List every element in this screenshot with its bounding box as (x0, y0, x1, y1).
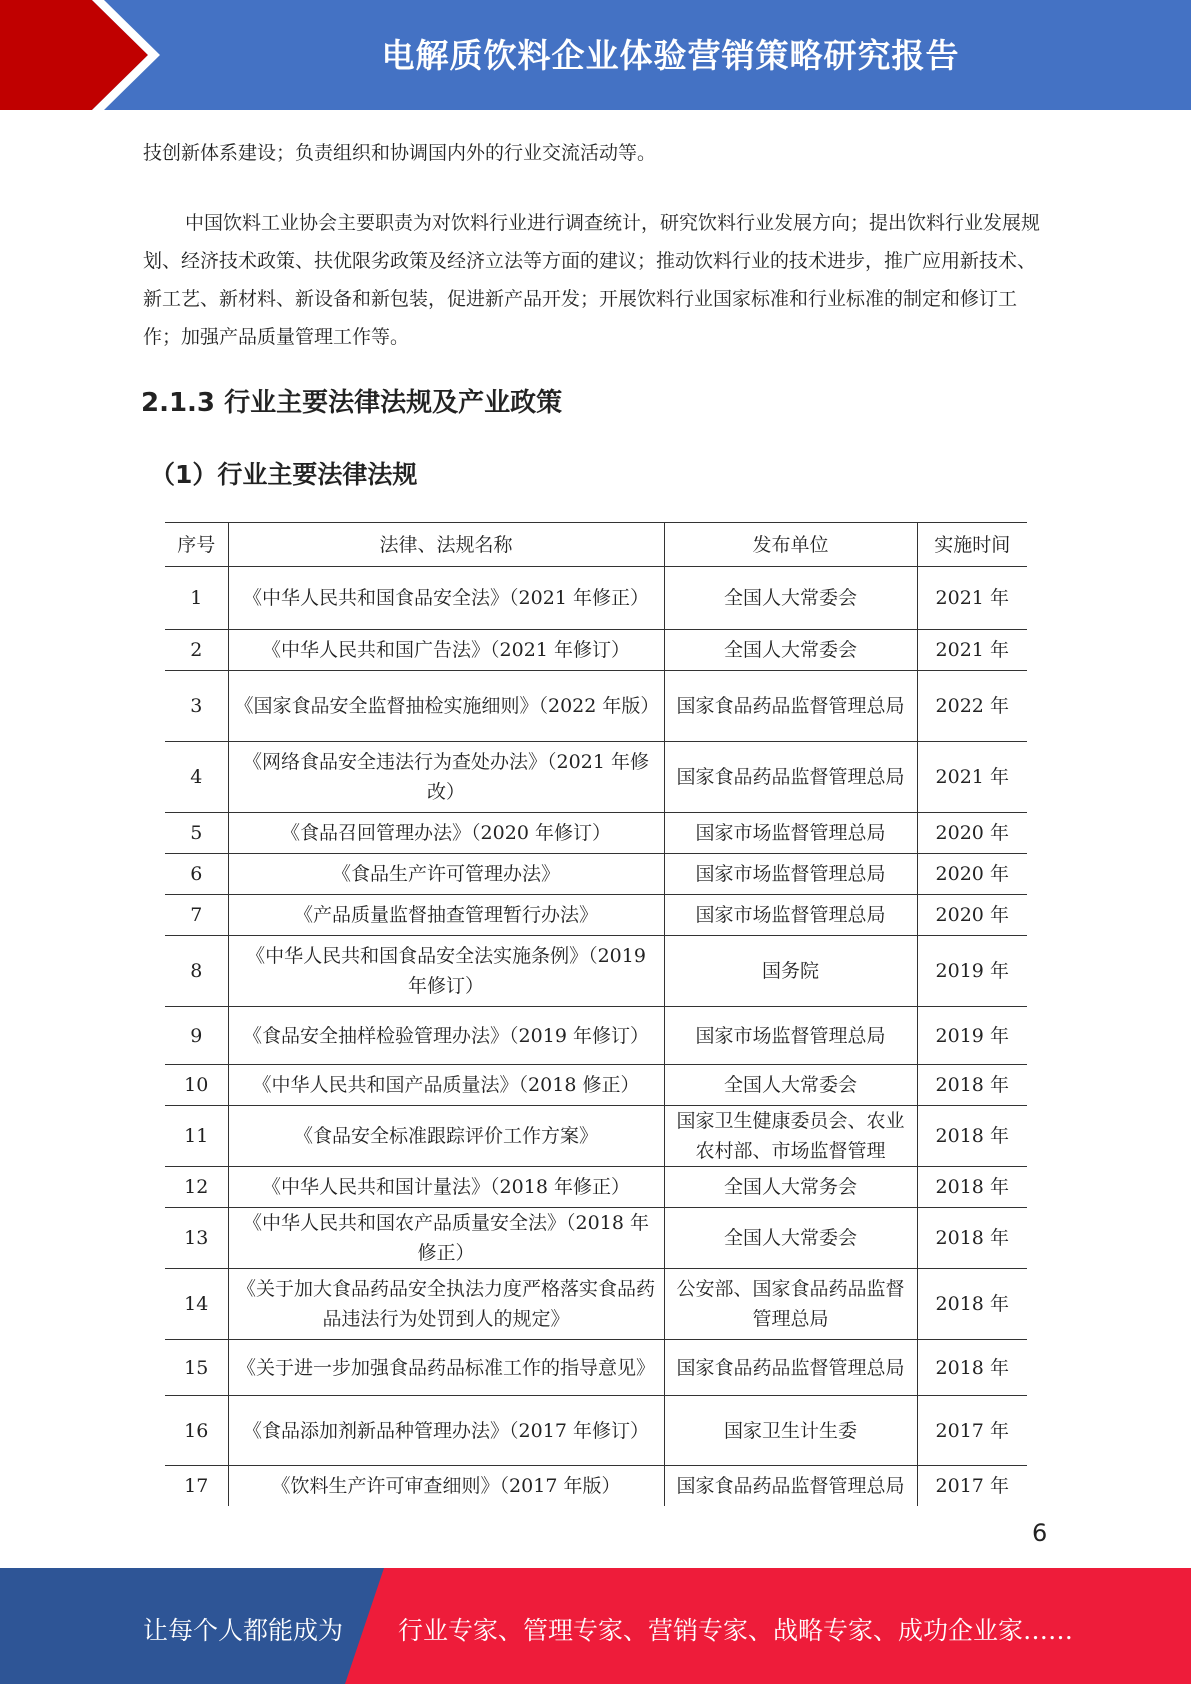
cell-date: 2018 年 (917, 1106, 1027, 1167)
cell-law-name: 《中华人民共和国广告法》（2021 年修订） (228, 630, 664, 671)
table-row (165, 1007, 1027, 1065)
cell-issuer: 全国人大常委会 (664, 1065, 917, 1106)
cell-issuer: 全国人大常委会 (664, 630, 917, 671)
cell-issuer: 国家食品药品监督管理总局 (664, 1466, 917, 1506)
cell-law-name: 《饮料生产许可审查细则》（2017 年版） (228, 1466, 664, 1506)
cell-date: 2019 年 (917, 936, 1027, 1007)
cell-index: 11 (165, 1106, 228, 1167)
cell-law-name: 《中华人民共和国食品安全法实施条例》（2019 年修订） (228, 936, 664, 1007)
table-row (165, 1269, 1027, 1340)
cell-date: 2022 年 (917, 671, 1027, 742)
cell-date: 2020 年 (917, 895, 1027, 936)
cell-law-name: 《中华人民共和国计量法》（2018 年修正） (228, 1167, 664, 1208)
table-row (165, 630, 1027, 671)
cell-index: 13 (165, 1208, 228, 1269)
cell-law-name: 《食品安全抽样检验管理办法》（2019 年修订） (228, 1007, 664, 1065)
cell-law-name: 《食品添加剂新品种管理办法》（2017 年修订） (228, 1396, 664, 1466)
cell-issuer: 国家市场监督管理总局 (664, 813, 917, 854)
table-row (165, 1340, 1027, 1396)
cell-date: 2018 年 (917, 1340, 1027, 1396)
table-row (165, 1167, 1027, 1208)
cell-date: 2021 年 (917, 630, 1027, 671)
col-header-index: 序号 (165, 523, 228, 567)
cell-issuer: 国家卫生健康委员会、农业农村部、市场监督管理 (664, 1106, 917, 1167)
table-row (165, 1106, 1027, 1167)
cell-issuer: 全国人大常委会 (664, 1208, 917, 1269)
table-row (165, 1466, 1027, 1506)
cell-date: 2019 年 (917, 1007, 1027, 1065)
table-row (165, 813, 1027, 854)
cell-index: 9 (165, 1007, 228, 1065)
cell-issuer: 国家市场监督管理总局 (664, 895, 917, 936)
cell-date: 2017 年 (917, 1466, 1027, 1506)
cell-law-name: 《中华人民共和国食品安全法》（2021 年修正） (228, 567, 664, 630)
cell-law-name: 《食品生产许可管理办法》 (228, 854, 664, 895)
laws-regulations-table (165, 522, 1027, 1506)
cell-index: 5 (165, 813, 228, 854)
table-row (165, 567, 1027, 630)
page-number: 6 (1032, 1519, 1048, 1547)
cell-law-name: 《关于进一步加强食品药品标准工作的指导意见》 (228, 1340, 664, 1396)
cell-law-name: 《食品安全标准跟踪评价工作方案》 (228, 1106, 664, 1167)
cell-law-name: 《产品质量监督抽查管理暂行办法》 (228, 895, 664, 936)
table-row (165, 1396, 1027, 1466)
cell-law-name: 《中华人民共和国产品质量法》（2018 修正） (228, 1065, 664, 1106)
cell-date: 2020 年 (917, 813, 1027, 854)
cell-law-name: 《网络食品安全违法行为查处办法》（2021 年修改） (228, 742, 664, 813)
cell-index: 14 (165, 1269, 228, 1340)
table-row (165, 895, 1027, 936)
subsection-heading: （1）行业主要法律法规 (150, 460, 418, 489)
cell-issuer: 国家食品药品监督管理总局 (664, 671, 917, 742)
section-heading: 2.1.3 行业主要法律法规及产业政策 (141, 388, 563, 418)
cell-issuer: 国务院 (664, 936, 917, 1007)
cell-date: 2018 年 (917, 1269, 1027, 1340)
table-header-row (165, 523, 1027, 567)
cell-law-name: 《关于加大食品药品安全执法力度严格落实食品药品违法行为处罚到人的规定》 (228, 1269, 664, 1340)
cell-index: 7 (165, 895, 228, 936)
paragraph-continuation: 技创新体系建设；负责组织和协调国内外的行业交流活动等。 (143, 142, 657, 164)
report-title: 电解质饮料企业体验营销策略研究报告 (381, 36, 960, 75)
cell-date: 2021 年 (917, 742, 1027, 813)
cell-date: 2018 年 (917, 1065, 1027, 1106)
page-header (0, 0, 1191, 110)
cell-index: 6 (165, 854, 228, 895)
cell-index: 17 (165, 1466, 228, 1506)
cell-index: 16 (165, 1396, 228, 1466)
cell-index: 3 (165, 671, 228, 742)
page-footer (0, 1568, 1191, 1684)
table-row (165, 742, 1027, 813)
cell-issuer: 公安部、国家食品药品监督管理总局 (664, 1269, 917, 1340)
cell-index: 12 (165, 1167, 228, 1208)
cell-index: 2 (165, 630, 228, 671)
cell-index: 15 (165, 1340, 228, 1396)
footer-slogan-left: 让每个人都能成为 (143, 1616, 344, 1645)
table-row (165, 936, 1027, 1007)
table-row (165, 1065, 1027, 1106)
cell-issuer: 国家食品药品监督管理总局 (664, 1340, 917, 1396)
cell-index: 4 (165, 742, 228, 813)
paragraph-association-duties: 中国饮料工业协会主要职责为对饮料行业进行调查统计，研究饮料行业发展方向；提出饮料行业发展规划、经济技术政策、扶优限劣政策及经济立法等方面的建议；推动饮料行业的技术进步，推广应用新技术、新工艺、新材料、新设备和新包装，促进新产品开发；开展饮料行业国家标准和行业标准的制定和修订工作；加强产品质量管理工作等。 (143, 212, 1041, 348)
cell-issuer: 国家卫生计生委 (664, 1396, 917, 1466)
cell-date: 2017 年 (917, 1396, 1027, 1466)
cell-issuer: 全国人大常委会 (664, 567, 917, 630)
col-header-issuer: 发布单位 (664, 523, 917, 567)
col-header-effective-date: 实施时间 (917, 523, 1027, 567)
cell-issuer: 国家市场监督管理总局 (664, 1007, 917, 1065)
cell-index: 1 (165, 567, 228, 630)
cell-law-name: 《中华人民共和国农产品质量安全法》（2018 年修正） (228, 1208, 664, 1269)
cell-date: 2021 年 (917, 567, 1027, 630)
cell-date: 2020 年 (917, 854, 1027, 895)
table-row (165, 671, 1027, 742)
footer-slogan-right: 行业专家、管理专家、营销专家、战略专家、成功企业家…… (398, 1616, 1074, 1645)
cell-law-name: 《食品召回管理办法》（2020 年修订） (228, 813, 664, 854)
cell-issuer: 国家市场监督管理总局 (664, 854, 917, 895)
cell-date: 2018 年 (917, 1167, 1027, 1208)
cell-date: 2018 年 (917, 1208, 1027, 1269)
cell-law-name: 《国家食品安全监督抽检实施细则》（2022 年版） (228, 671, 664, 742)
table-row (165, 1208, 1027, 1269)
cell-issuer: 国家食品药品监督管理总局 (664, 742, 917, 813)
cell-issuer: 全国人大常务会 (664, 1167, 917, 1208)
cell-index: 8 (165, 936, 228, 1007)
cell-index: 10 (165, 1065, 228, 1106)
col-header-law-name: 法律、法规名称 (228, 523, 664, 567)
table-row (165, 854, 1027, 895)
